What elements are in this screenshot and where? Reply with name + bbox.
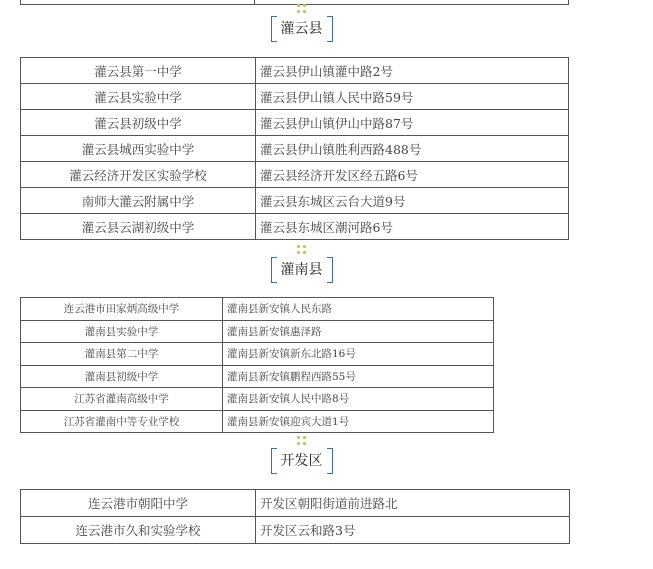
school-address: 灌南县新安镇人民东路 bbox=[223, 298, 494, 321]
school-name: 江苏省灌南中等专业学校 bbox=[21, 410, 223, 433]
table-row bbox=[21, 388, 494, 411]
table-row bbox=[21, 188, 569, 214]
school-address: 灌南县新安镇迎宾大道1号 bbox=[223, 410, 494, 433]
table-row bbox=[21, 110, 569, 136]
section-title: 灌南县 bbox=[271, 257, 333, 283]
school-address: 开发区朝阳街道前进路北 bbox=[256, 490, 570, 517]
school-name: 江苏省灌南高级中学 bbox=[21, 388, 223, 411]
section-header-guanyun bbox=[0, 4, 603, 42]
decorative-dots-icon bbox=[295, 4, 309, 14]
school-name: 灌南县实验中学 bbox=[21, 320, 223, 343]
school-name: 灌南县第二中学 bbox=[21, 343, 223, 366]
table-row bbox=[21, 162, 569, 188]
school-address: 灌南县新安镇新东北路16号 bbox=[223, 343, 494, 366]
decorative-dots-icon bbox=[295, 436, 309, 446]
school-address: 灌南县新安镇惠泽路 bbox=[223, 320, 494, 343]
school-address: 灌云县伊山镇胜利西路488号 bbox=[256, 136, 569, 162]
school-table-guanyun bbox=[20, 57, 569, 240]
school-address: 灌云县经济开发区经五路6号 bbox=[256, 162, 569, 188]
table-row bbox=[21, 136, 569, 162]
school-name: 灌云县初级中学 bbox=[21, 110, 256, 136]
section-title: 开发区 bbox=[271, 448, 333, 474]
school-address: 灌云县伊山镇人民中路59号 bbox=[256, 84, 569, 110]
school-address: 开发区云和路3号 bbox=[256, 517, 570, 544]
school-name: 灌南县初级中学 bbox=[21, 365, 223, 388]
table-row bbox=[21, 490, 570, 517]
school-address: 灌云县伊山镇灌中路2号 bbox=[256, 58, 569, 84]
table-row bbox=[21, 365, 494, 388]
table-row bbox=[21, 84, 569, 110]
school-name: 灌云县云湖初级中学 bbox=[21, 214, 256, 240]
table-row bbox=[21, 214, 569, 240]
school-name: 连云港市朝阳中学 bbox=[21, 490, 256, 517]
school-address: 灌云县东城区云台大道9号 bbox=[256, 188, 569, 214]
school-name: 灌云县城西实验中学 bbox=[21, 136, 256, 162]
table-row bbox=[21, 58, 569, 84]
school-address: 灌南县新安镇鹏程西路55号 bbox=[223, 365, 494, 388]
section-title: 灌云县 bbox=[271, 16, 333, 42]
table-row bbox=[21, 517, 570, 544]
school-name: 灌云县第一中学 bbox=[21, 58, 256, 84]
school-table-guannan bbox=[20, 297, 494, 433]
school-name: 灌云经济开发区实验学校 bbox=[21, 162, 256, 188]
table-row bbox=[21, 410, 494, 433]
school-name: 灌云县实验中学 bbox=[21, 84, 256, 110]
school-table-development-zone bbox=[20, 489, 570, 544]
table-row bbox=[21, 298, 494, 321]
school-name: 连云港市田家炳高级中学 bbox=[21, 298, 223, 321]
school-address: 灌南县新安镇人民中路8号 bbox=[223, 388, 494, 411]
school-address: 灌云县伊山镇伊山中路87号 bbox=[256, 110, 569, 136]
section-header-guannan bbox=[0, 245, 603, 283]
section-header-development-zone bbox=[0, 436, 603, 474]
school-name: 连云港市久和实验学校 bbox=[21, 517, 256, 544]
school-address: 灌云县东城区潮河路6号 bbox=[256, 214, 569, 240]
table-row bbox=[21, 320, 494, 343]
school-name: 南师大灌云附属中学 bbox=[21, 188, 256, 214]
decorative-dots-icon bbox=[295, 245, 309, 255]
table-row bbox=[21, 343, 494, 366]
